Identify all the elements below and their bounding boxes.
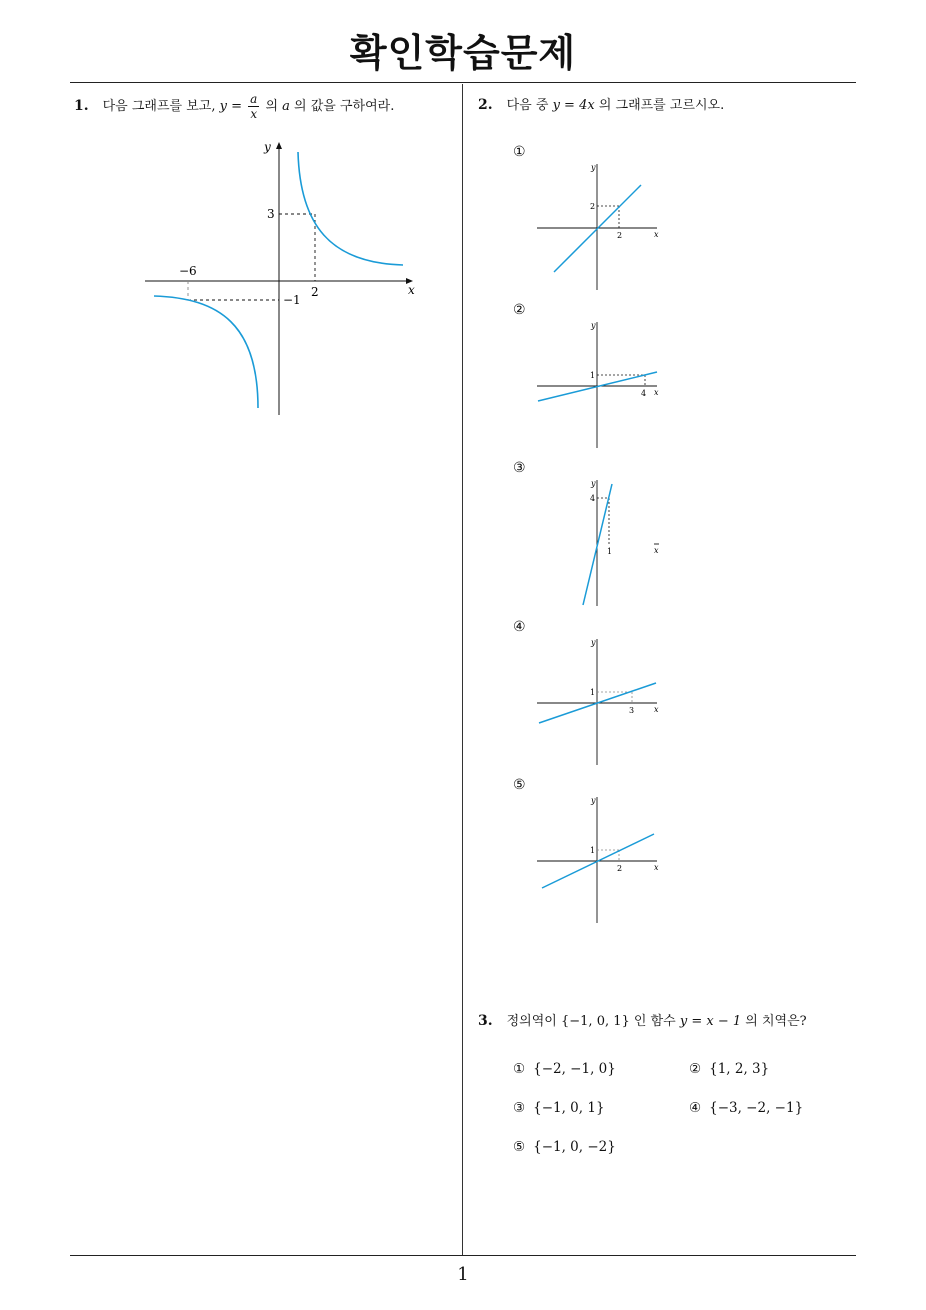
question-1-text-after: 의 값을 구하여라. bbox=[289, 99, 395, 114]
question-1-fraction bbox=[248, 92, 259, 121]
answer-mark: ③ bbox=[513, 1100, 526, 1116]
tick-label: −1 bbox=[283, 293, 301, 307]
answer-mark: ① bbox=[513, 1061, 526, 1077]
line-graph bbox=[583, 484, 612, 605]
question-1-graph bbox=[140, 135, 425, 420]
tick-label: 4 bbox=[590, 494, 596, 503]
question-3-function: y = x − 1 bbox=[679, 1014, 742, 1029]
choice-mark-5[interactable]: ⑤ bbox=[513, 777, 526, 793]
answer-choice-4[interactable] bbox=[689, 1100, 803, 1116]
answer-value: {−3, −2, −1} bbox=[709, 1100, 804, 1116]
hyperbola-branch-left bbox=[154, 296, 258, 408]
choice-mark-3[interactable]: ③ bbox=[513, 460, 526, 476]
axis-y-label: y bbox=[591, 796, 596, 805]
page-number: 1 bbox=[457, 1264, 469, 1285]
choice-mark-1[interactable]: ① bbox=[513, 144, 526, 160]
hyperbola-branch-right bbox=[298, 152, 403, 265]
axis-y-label: y bbox=[591, 163, 596, 172]
question-2-math: y = 4x bbox=[552, 98, 595, 113]
question-2 bbox=[478, 94, 724, 113]
question-3-text-c: 의 치역은? bbox=[741, 1014, 807, 1029]
question-2-number: 2. bbox=[478, 97, 493, 113]
answer-value: {−1, 0, −2} bbox=[533, 1139, 616, 1155]
answer-mark: ② bbox=[689, 1061, 702, 1077]
question-2-text: 다음 중 bbox=[506, 98, 553, 113]
tick-label: 2 bbox=[311, 285, 319, 299]
tick-label: 1 bbox=[590, 846, 596, 855]
answer-mark: ④ bbox=[689, 1100, 702, 1116]
tick-label: 3 bbox=[629, 706, 635, 715]
choice-graph-5[interactable] bbox=[535, 793, 665, 928]
page-title: 확인학습문제 bbox=[349, 31, 577, 75]
axis-x-label: x bbox=[654, 546, 659, 555]
question-2-text-after: 의 그래프를 고르시오. bbox=[594, 98, 725, 113]
fraction-denominator: x bbox=[250, 107, 258, 121]
question-1-text-before: 다음 그래프를 보고, bbox=[102, 99, 220, 114]
x-axis-label: x bbox=[408, 283, 415, 297]
question-3-text-a: 정의역이 bbox=[506, 1014, 561, 1029]
axis-x-label: x bbox=[654, 705, 659, 714]
question-1-y: y bbox=[219, 99, 227, 114]
tick-label: 3 bbox=[267, 207, 275, 221]
answer-choice-3[interactable] bbox=[513, 1100, 605, 1116]
choice-graph-2[interactable] bbox=[535, 318, 665, 453]
tick-label: 2 bbox=[590, 202, 596, 211]
axis-y-label: y bbox=[591, 638, 596, 647]
choice-mark-2[interactable]: ② bbox=[513, 302, 526, 318]
question-3-domain: {−1, 0, 1} bbox=[561, 1014, 630, 1029]
choice-mark-4[interactable]: ④ bbox=[513, 619, 526, 635]
question-3-text-b: 인 함수 bbox=[629, 1014, 680, 1029]
question-1-a: a bbox=[282, 99, 290, 114]
tick-label: 2 bbox=[617, 864, 623, 873]
choice-graph-3[interactable] bbox=[535, 476, 665, 611]
answer-choice-5[interactable] bbox=[513, 1139, 616, 1155]
answer-choice-1[interactable] bbox=[513, 1061, 616, 1077]
question-1-equals: = bbox=[226, 99, 247, 114]
question-3-number: 3. bbox=[478, 1013, 493, 1029]
axis-y-label: y bbox=[591, 479, 596, 488]
line-graph bbox=[554, 185, 641, 272]
axis-x-label: x bbox=[654, 388, 659, 397]
answer-value: {1, 2, 3} bbox=[709, 1061, 770, 1077]
column-divider bbox=[462, 84, 463, 1256]
axis-x-label: x bbox=[654, 863, 659, 872]
tick-label: 2 bbox=[617, 231, 623, 240]
tick-label: 1 bbox=[590, 371, 596, 380]
bottom-rule bbox=[70, 1255, 856, 1256]
question-1-text-mid: 의 bbox=[261, 99, 283, 114]
tick-label: 1 bbox=[607, 547, 613, 556]
question-1 bbox=[74, 92, 394, 121]
answer-mark: ⑤ bbox=[513, 1139, 526, 1155]
axis-y-label: y bbox=[591, 321, 596, 330]
axis-x-label: x bbox=[654, 230, 659, 239]
question-1-number: 1. bbox=[74, 98, 89, 114]
fraction-numerator: a bbox=[250, 92, 258, 106]
top-rule bbox=[70, 82, 856, 83]
question-3 bbox=[478, 1010, 807, 1029]
tick-label: 4 bbox=[641, 389, 647, 398]
choice-graph-1[interactable] bbox=[535, 160, 665, 295]
tick-label: 1 bbox=[590, 688, 596, 697]
y-axis-label: y bbox=[264, 140, 271, 154]
choice-graph-4[interactable] bbox=[535, 635, 665, 770]
line-graph bbox=[538, 372, 657, 401]
answer-value: {−2, −1, 0} bbox=[533, 1061, 616, 1077]
answer-value: {−1, 0, 1} bbox=[533, 1100, 605, 1116]
answer-choice-2[interactable] bbox=[689, 1061, 769, 1077]
tick-label: −6 bbox=[179, 264, 197, 278]
